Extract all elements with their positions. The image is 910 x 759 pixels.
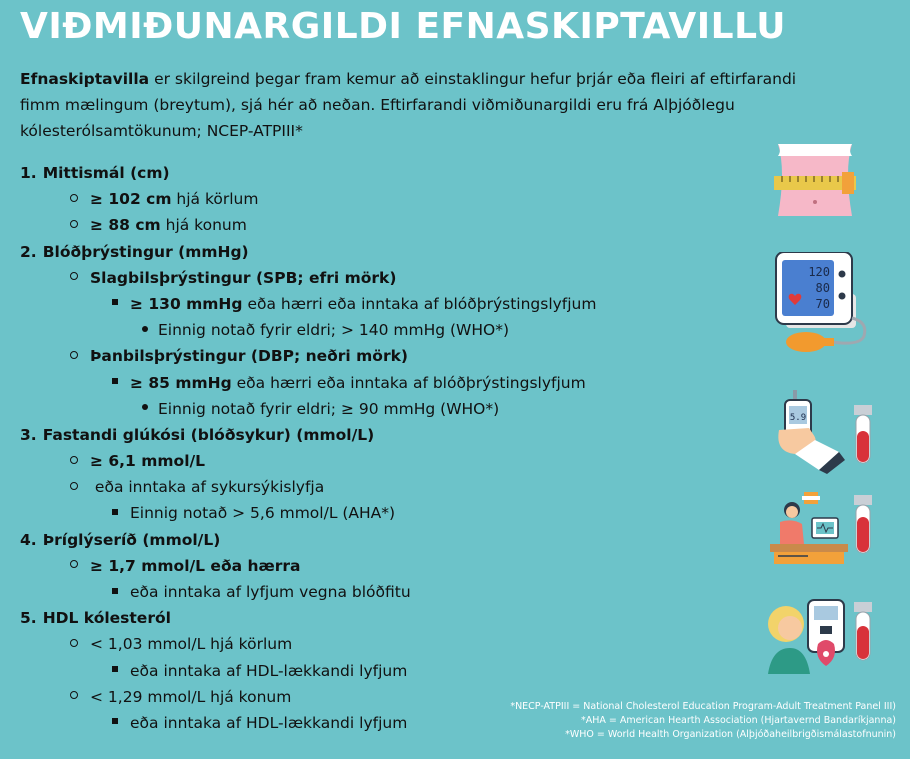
intro-line3: kólesterólsamtökunum; NCEP-ATPIII* bbox=[20, 122, 303, 140]
criterion-label: HDL kólesteról bbox=[42, 609, 171, 628]
intro-lead: Efnaskiptavilla bbox=[20, 70, 150, 88]
square-bullet-icon bbox=[112, 378, 118, 384]
threshold-value: ≥ 88 cm bbox=[90, 216, 161, 235]
criterion-glucose bbox=[20, 422, 760, 448]
circle-bullet-icon bbox=[70, 639, 78, 647]
circle-bullet-icon bbox=[70, 272, 78, 280]
blood-test-tube-icon bbox=[850, 495, 876, 561]
circle-bullet-icon bbox=[70, 456, 78, 464]
note-text: eða inntaka af HDL-lækkandi lyfjum bbox=[130, 661, 408, 680]
criterion-number: 4. bbox=[20, 530, 37, 549]
threshold-text: hjá körlum bbox=[171, 190, 259, 209]
threshold-value: ≥ 102 cm bbox=[90, 190, 172, 209]
list-item bbox=[20, 317, 760, 343]
threshold-text: < 1,03 mmol/L hjá körlum bbox=[90, 635, 293, 654]
intro-paragraph bbox=[20, 66, 850, 144]
bp-diastolic: 80 bbox=[815, 281, 830, 295]
list-item bbox=[20, 212, 760, 238]
threshold-value: ≥ 130 mmHg bbox=[130, 294, 243, 313]
criterion-number: 1. bbox=[20, 164, 37, 182]
criterion-label: Mittismál (cm) bbox=[42, 164, 170, 182]
criterion-number: 3. bbox=[20, 425, 37, 444]
dot-bullet-icon bbox=[142, 404, 148, 410]
criterion-label: Fastandi glúkósi (blóðsykur) (mmol/L) bbox=[42, 425, 375, 444]
square-bullet-icon bbox=[112, 588, 118, 594]
list-item bbox=[20, 658, 760, 684]
blood-test-tube-icon bbox=[850, 405, 876, 471]
circle-bullet-icon bbox=[70, 560, 78, 568]
square-bullet-icon bbox=[112, 299, 118, 305]
criterion-label: Þríglýseríð (mmol/L) bbox=[42, 530, 221, 549]
patient-analyzer-icon bbox=[762, 596, 852, 674]
threshold-value: ≥ 6,1 mmol/L bbox=[90, 452, 206, 471]
page-title: VIÐMIÐUNARGILDI EFNASKIPTAVILLU bbox=[20, 6, 786, 47]
note-text: Einnig notað fyrir eldri; ≥ 90 mmHg (WHO*) bbox=[158, 399, 500, 418]
note-text: eða inntaka af lyfjum vegna blóðfitu bbox=[130, 583, 411, 601]
threshold-text: eða hærri eða inntaka af blóðþrýstingslyfjum bbox=[242, 294, 597, 313]
list-item bbox=[20, 343, 760, 369]
subcriterion-label: Þanbilsþrýstingur (DBP; neðri mörk) bbox=[90, 347, 408, 366]
criterion-blood-pressure bbox=[20, 239, 760, 265]
bp-systolic: 120 bbox=[808, 265, 830, 279]
footnote-ncep: *NECP-ATPIII = National Cholesterol Education Program-Adult Treatment Panel III) bbox=[510, 701, 896, 712]
footnote-who: *WHO = World Health Organization (Alþjóðaheilbrigðismálastofnunin) bbox=[565, 729, 896, 740]
threshold-value: ≥ 85 mmHg bbox=[130, 373, 232, 392]
circle-bullet-icon bbox=[70, 220, 78, 228]
threshold-text: < 1,29 mmol/L hjá konum bbox=[90, 687, 292, 706]
circle-bullet-icon bbox=[70, 351, 78, 359]
list-item bbox=[20, 265, 760, 291]
criterion-waist bbox=[20, 160, 760, 186]
waist-measuring-tape-icon bbox=[770, 140, 860, 222]
criteria-list bbox=[20, 160, 760, 736]
threshold-text: hjá konum bbox=[160, 216, 247, 235]
criterion-number: 5. bbox=[20, 609, 37, 628]
lab-technician-icon bbox=[768, 490, 850, 566]
note-text: Einnig notað > 5,6 mmol/L (AHA*) bbox=[130, 504, 396, 523]
list-item bbox=[20, 500, 760, 526]
glucometer-icon bbox=[775, 390, 845, 474]
list-item bbox=[20, 553, 760, 579]
list-item bbox=[20, 370, 760, 396]
threshold-text: eða inntaka af sykursýkislyfja bbox=[90, 478, 325, 497]
note-text: Einnig notað fyrir eldri; > 140 mmHg (WHO*) bbox=[158, 321, 510, 340]
footnote-aha: *AHA = American Hearth Association (Hjartavernd Bandaríkjanna) bbox=[580, 715, 896, 726]
circle-bullet-icon bbox=[70, 482, 78, 490]
list-item bbox=[20, 186, 760, 212]
list-item bbox=[20, 448, 760, 474]
note-text: eða inntaka af HDL-lækkandi lyfjum bbox=[130, 713, 408, 732]
glucose-reading: 5.9 bbox=[789, 413, 807, 423]
dot-bullet-icon bbox=[142, 326, 148, 332]
list-item bbox=[20, 291, 760, 317]
criterion-label: Blóðþrýstingur (mmHg) bbox=[42, 242, 249, 261]
blood-test-tube-icon bbox=[850, 602, 876, 668]
footnotes bbox=[510, 700, 896, 742]
list-item bbox=[20, 474, 760, 500]
criterion-number: 2. bbox=[20, 242, 37, 261]
circle-bullet-icon bbox=[70, 691, 78, 699]
square-bullet-icon bbox=[112, 666, 118, 672]
intro-line1: er skilgreind þegar fram kemur að einstaklingur hefur þrjár eða fleiri af eftirfarandi bbox=[149, 70, 797, 88]
threshold-text: eða hærri eða inntaka af blóðþrýstingslyfjum bbox=[231, 373, 586, 392]
blood-pressure-monitor-icon bbox=[772, 252, 872, 356]
threshold-value: ≥ 1,7 mmol/L eða hærra bbox=[90, 556, 301, 575]
intro-line2: fimm mælingum (breytum), sjá hér að neðan. Eftirfarandi viðmiðunargildi eru frá Alþjóðlegu bbox=[20, 96, 735, 114]
list-item bbox=[20, 396, 760, 422]
list-item bbox=[20, 579, 760, 605]
criterion-triglycerides bbox=[20, 527, 760, 553]
criterion-hdl bbox=[20, 605, 760, 631]
circle-bullet-icon bbox=[70, 194, 78, 202]
square-bullet-icon bbox=[112, 509, 118, 515]
list-item bbox=[20, 631, 760, 657]
subcriterion-label: Slagbilsþrýstingur (SPB; efri mörk) bbox=[90, 268, 397, 287]
square-bullet-icon bbox=[112, 718, 118, 724]
bp-pulse: 70 bbox=[815, 297, 830, 311]
